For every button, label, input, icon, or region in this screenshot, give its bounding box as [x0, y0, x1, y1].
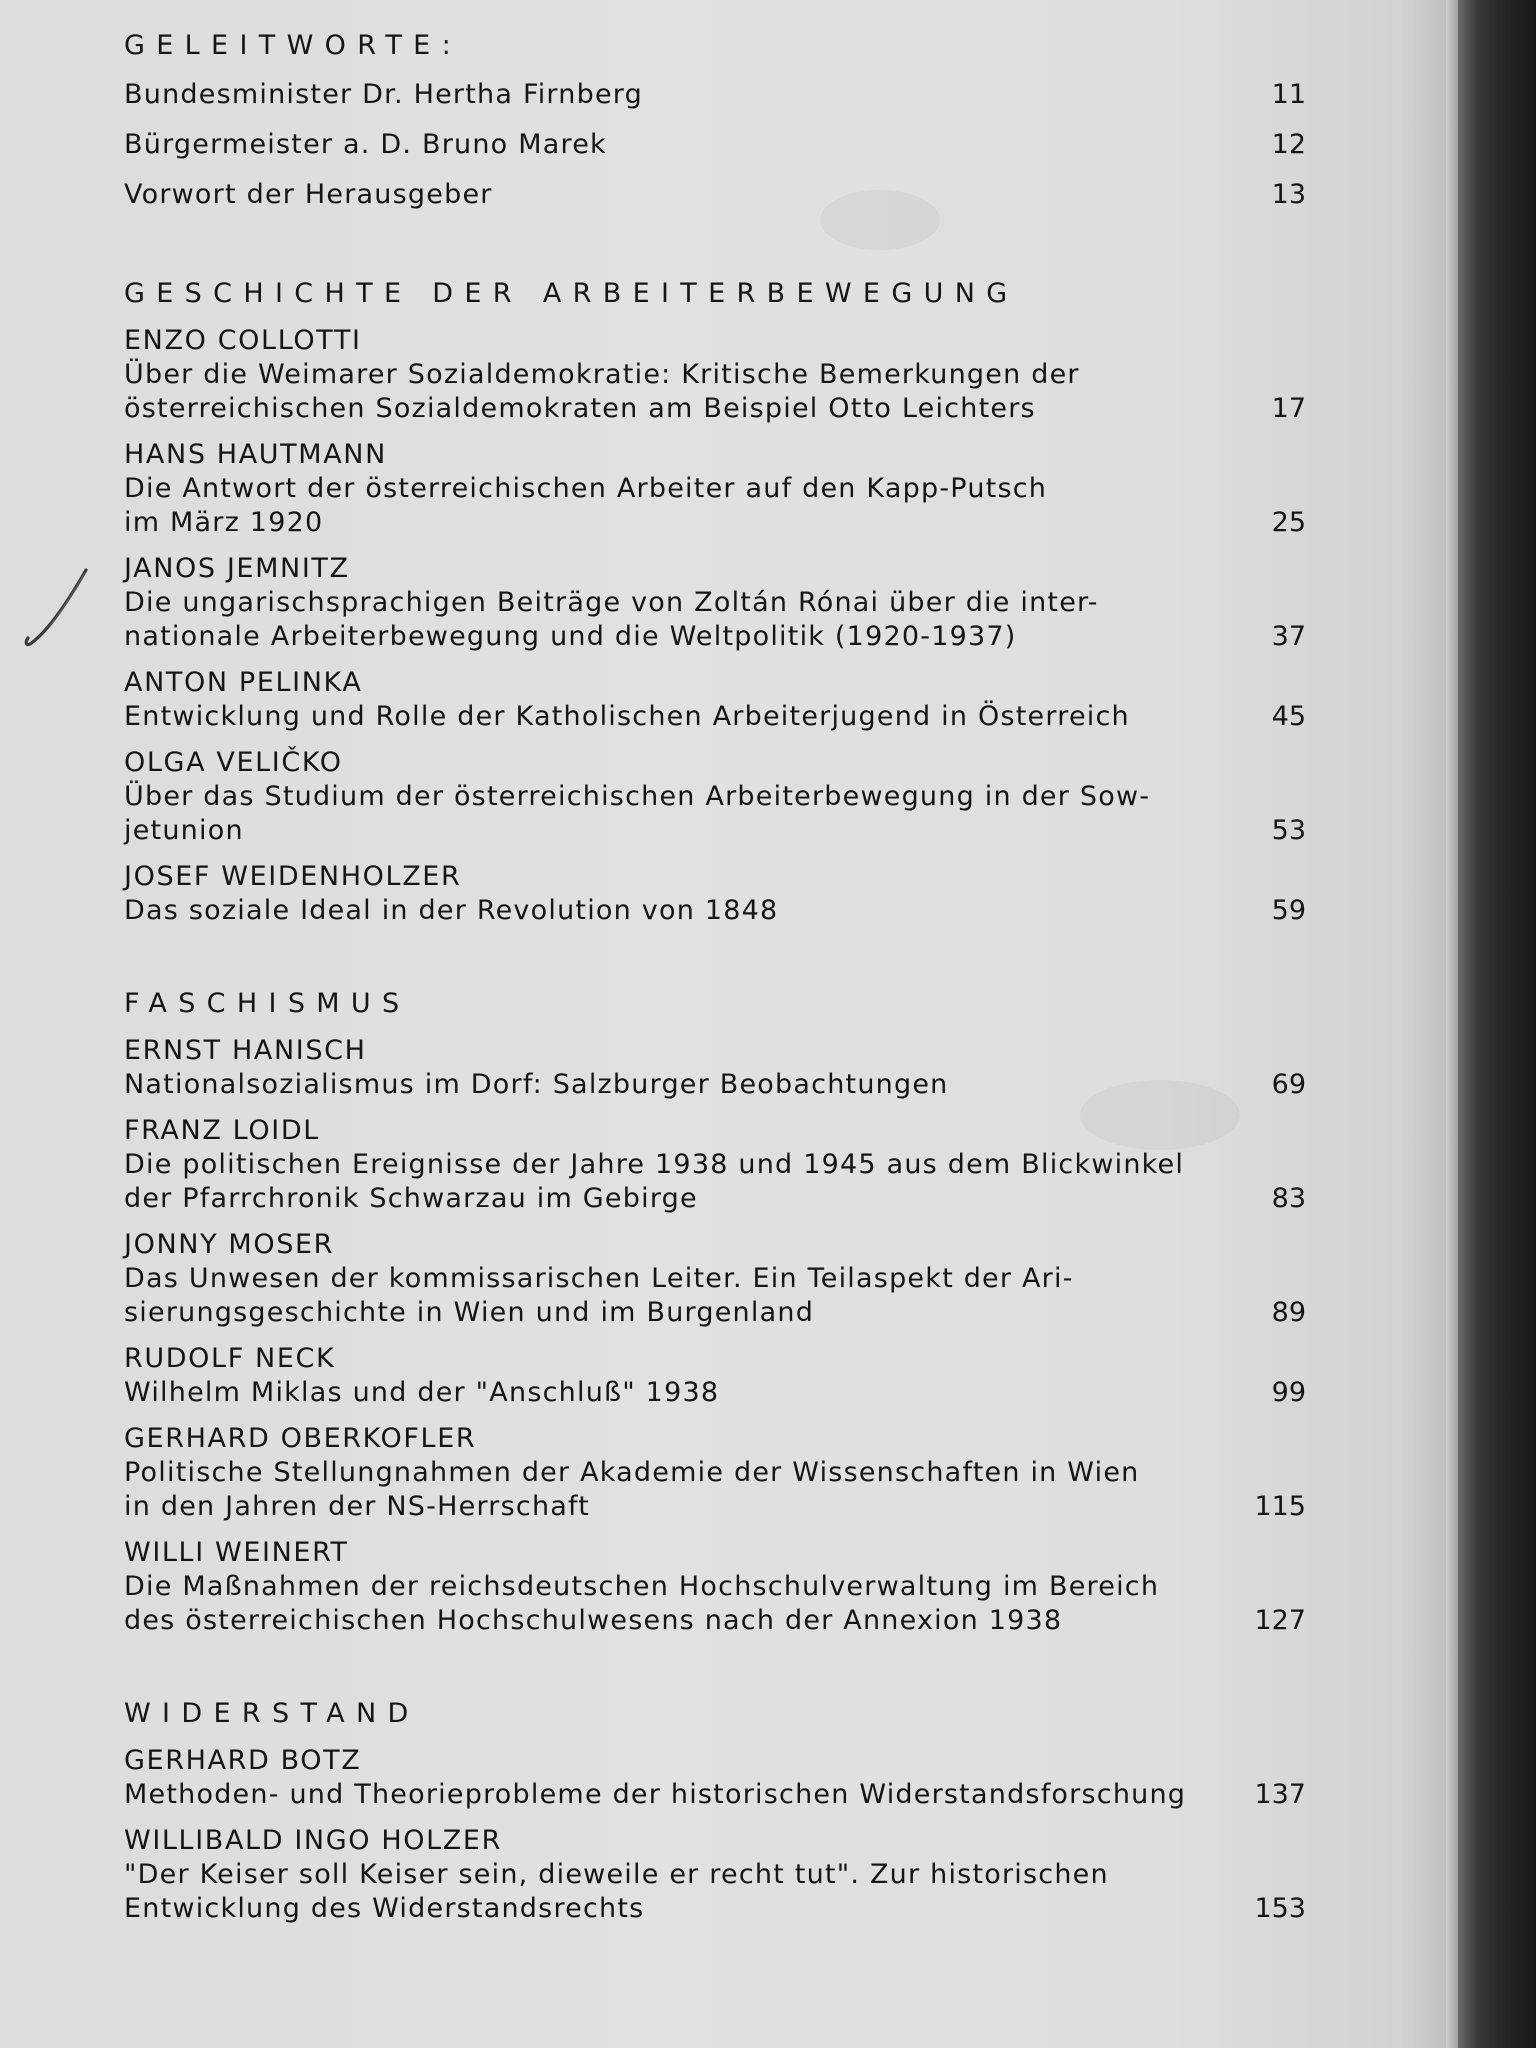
- entry-author: WILLI WEINERT: [124, 1537, 349, 1568]
- toc-entry: [124, 1824, 1306, 1926]
- entry-author: OLGA VELIČKO: [124, 747, 343, 778]
- entry-title-line: nationale Arbeiterbewegung und die Weltpolitik (1920-1937): [124, 621, 1017, 652]
- section-faschismus: [124, 986, 1306, 1638]
- toc-entry: [124, 1114, 1306, 1216]
- toc-entry: [124, 120, 1306, 170]
- entry-title-line: jetunion: [124, 815, 244, 846]
- page-number: 153: [1254, 1893, 1306, 1924]
- toc-entry: [124, 324, 1306, 426]
- toc-entry: [124, 170, 1306, 220]
- page-number: 11: [1271, 79, 1306, 110]
- section-heading: GESCHICHTE DER ARBEITERBEWEGUNG: [124, 278, 1019, 309]
- entry-title-line: Die Antwort der österreichischen Arbeiter auf den Kapp-Putsch: [124, 473, 1048, 504]
- page-number: 137: [1254, 1779, 1306, 1810]
- toc-entry: [124, 1228, 1306, 1330]
- entry-title-line: Vorwort der Herausgeber: [124, 179, 493, 210]
- table-of-contents: [124, 28, 1306, 1926]
- toc-entry: [124, 666, 1306, 734]
- page-number: 89: [1271, 1297, 1306, 1328]
- entry-title-line: des österreichischen Hochschulwesens nach der Annexion 1938: [124, 1605, 1063, 1636]
- page-number: 59: [1271, 895, 1306, 926]
- page-number: 37: [1271, 621, 1306, 652]
- toc-entry: [124, 1536, 1306, 1638]
- section-widerstand: [124, 1696, 1306, 1926]
- entry-author: RUDOLF NECK: [124, 1343, 336, 1374]
- entry-title-line: "Der Keiser soll Keiser sein, dieweile er recht tut". Zur historischen: [124, 1859, 1109, 1890]
- entry-author: JOSEF WEIDENHOLZER: [124, 861, 462, 892]
- entry-title-line: Das soziale Ideal in der Revolution von 1848: [124, 895, 779, 926]
- entry-title-line: Bundesminister Dr. Hertha Firnberg: [124, 79, 643, 110]
- section-heading: GELEITWORTE:: [124, 30, 463, 61]
- page-number: 13: [1271, 179, 1306, 210]
- page-number: 53: [1271, 815, 1306, 846]
- page-number: 127: [1254, 1605, 1306, 1636]
- entry-title-line: Die Maßnahmen der reichsdeutschen Hochschulverwaltung im Bereich: [124, 1571, 1160, 1602]
- toc-entry: [124, 1034, 1306, 1102]
- page-number: 17: [1271, 393, 1306, 424]
- toc-entry: [124, 552, 1306, 654]
- toc-entry: [124, 860, 1306, 928]
- entry-title-line: österreichischen Sozialdemokraten am Beispiel Otto Leichters: [124, 393, 1036, 424]
- entry-title-line: Wilhelm Miklas und der "Anschluß" 1938: [124, 1377, 720, 1408]
- toc-entry: [124, 1342, 1306, 1410]
- toc-entry: [124, 1744, 1306, 1812]
- section-heading: FASCHISMUS: [124, 988, 411, 1019]
- entry-author: ANTON PELINKA: [124, 667, 363, 698]
- entry-title-line: Politische Stellungnahmen der Akademie der Wissenschaften in Wien: [124, 1457, 1140, 1488]
- entry-title-line: Über das Studium der österreichischen Arbeiterbewegung in der Sow-: [124, 781, 1151, 812]
- toc-entry: [124, 70, 1306, 120]
- page-number: 83: [1271, 1183, 1306, 1214]
- pencil-check-mark: [22, 564, 92, 654]
- section-geleitworte: [124, 28, 1306, 220]
- entry-author: ERNST HANISCH: [124, 1035, 367, 1066]
- entry-author: ENZO COLLOTTI: [124, 325, 362, 356]
- entry-title-line: Bürgermeister a. D. Bruno Marek: [124, 129, 607, 160]
- toc-entry: [124, 1422, 1306, 1524]
- entry-author: GERHARD OBERKOFLER: [124, 1423, 477, 1454]
- page-number: 12: [1271, 129, 1306, 160]
- entry-title-line: sierungsgeschichte in Wien und im Burgenland: [124, 1297, 815, 1328]
- entry-author: FRANZ LOIDL: [124, 1115, 320, 1146]
- page-number: 115: [1254, 1491, 1306, 1522]
- entry-title-line: Entwicklung des Widerstandsrechts: [124, 1893, 645, 1924]
- section-geschichte-der-arbeiterbewegung: [124, 276, 1306, 928]
- page-number: 25: [1271, 507, 1306, 538]
- entry-title-line: im März 1920: [124, 507, 324, 538]
- entry-author: JONNY MOSER: [124, 1229, 335, 1260]
- entry-title-line: Die ungarischsprachigen Beiträge von Zoltán Rónai über die inter-: [124, 587, 1099, 618]
- entry-title-line: Entwicklung und Rolle der Katholischen Arbeiterjugend in Österreich: [124, 701, 1130, 732]
- entry-author: GERHARD BOTZ: [124, 1745, 362, 1776]
- entry-title-line: Über die Weimarer Sozialdemokratie: Kritische Bemerkungen der: [124, 359, 1080, 390]
- entry-title-line: der Pfarrchronik Schwarzau im Gebirge: [124, 1183, 698, 1214]
- entry-title-line: Das Unwesen der kommissarischen Leiter. Ein Teilaspekt der Ari-: [124, 1263, 1074, 1294]
- entry-title-line: Nationalsozialismus im Dorf: Salzburger Beobachtungen: [124, 1069, 949, 1100]
- book-cover-edge: [1458, 0, 1536, 2048]
- entry-author: HANS HAUTMANN: [124, 439, 387, 470]
- entry-title-line: Die politischen Ereignisse der Jahre 1938 und 1945 aus dem Blickwinkel: [124, 1149, 1185, 1180]
- toc-entry: [124, 438, 1306, 540]
- toc-entry: [124, 746, 1306, 848]
- page-number: 99: [1271, 1377, 1306, 1408]
- page-number: 45: [1271, 701, 1306, 732]
- page-number: 69: [1271, 1069, 1306, 1100]
- section-heading: WIDERSTAND: [124, 1698, 420, 1729]
- entry-author: JANOS JEMNITZ: [124, 553, 350, 584]
- entry-author: WILLIBALD INGO HOLZER: [124, 1825, 502, 1856]
- entry-title-line: Methoden- und Theorieprobleme der historischen Widerstandsforschung: [124, 1779, 1187, 1810]
- entry-title-line: in den Jahren der NS-Herrschaft: [124, 1491, 591, 1522]
